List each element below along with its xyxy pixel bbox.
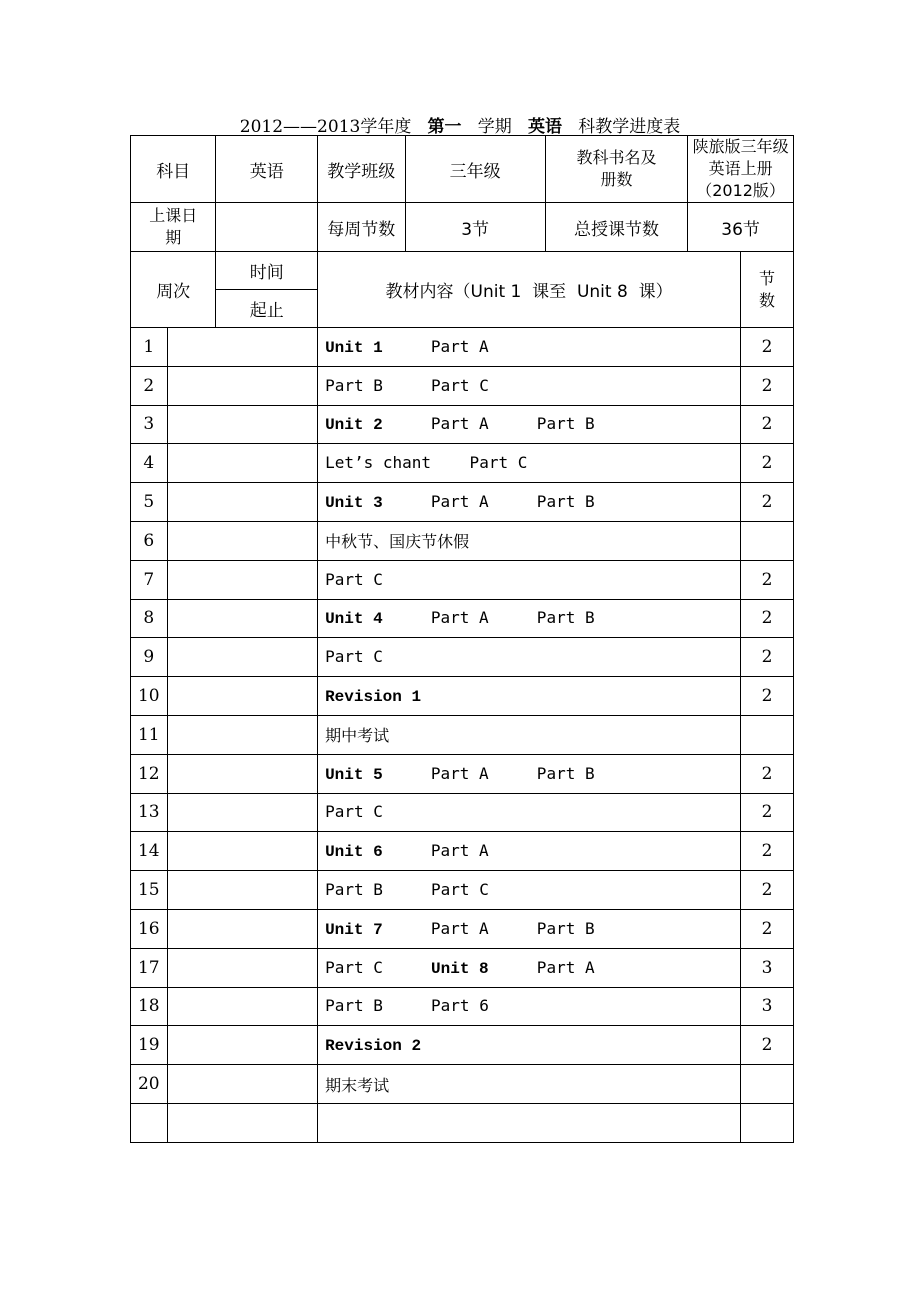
date-label-text: 上课日期: [149, 206, 198, 247]
lesson-count: 2: [741, 832, 794, 871]
table-row: [131, 1026, 794, 1065]
book-value: [688, 136, 794, 203]
week-number: 9: [131, 638, 168, 677]
lesson-count: 2: [741, 871, 794, 910]
lesson-parts: Part A Part B: [430, 492, 595, 512]
time-range: [167, 987, 317, 1026]
header-row-1: [131, 136, 794, 203]
lesson-content: [318, 909, 741, 948]
table-row: [131, 715, 794, 754]
table-row: [131, 483, 794, 522]
time-range: [167, 832, 317, 871]
table-row: [131, 444, 794, 483]
lesson-count: 2: [741, 444, 794, 483]
time-label: 时间: [216, 252, 318, 290]
date-value: [216, 203, 318, 252]
time-range: [167, 909, 317, 948]
table-row: [131, 1103, 794, 1142]
page-title: [0, 112, 920, 137]
time-range: [167, 328, 317, 367]
lesson-count: 3: [741, 948, 794, 987]
lesson-count: [741, 1103, 794, 1142]
lesson-count: 2: [741, 328, 794, 367]
lesson-content: [318, 1026, 741, 1065]
time-range: [167, 948, 317, 987]
week-number: 1: [131, 328, 168, 367]
week-number: 2: [131, 366, 168, 405]
time-range: [167, 638, 317, 677]
lesson-parts: Part C: [325, 802, 383, 822]
lesson-content: [318, 871, 741, 910]
lesson-count: 2: [741, 366, 794, 405]
time-range: [167, 1103, 317, 1142]
lesson-parts: Part A: [430, 841, 489, 861]
time-range: [167, 560, 317, 599]
lessons-label-text: 节数: [759, 268, 776, 310]
table-row: [131, 832, 794, 871]
lesson-parts-2: Part A: [488, 957, 595, 977]
unit-title: Unit 6: [325, 843, 383, 862]
range-label: 起止: [216, 290, 318, 328]
lesson-parts: Part C: [325, 647, 383, 667]
lesson-content: [318, 1103, 741, 1142]
time-range: [167, 871, 317, 910]
title-term-suffix: 学期: [477, 117, 512, 137]
lesson-content: [318, 328, 741, 367]
lesson-content: [318, 521, 741, 560]
unit-title: Unit 1: [325, 338, 383, 357]
title-year-range: 2012——2013: [239, 117, 361, 137]
week-number: 17: [131, 948, 168, 987]
time-range: [167, 405, 317, 444]
class-value: 三年级: [405, 136, 545, 203]
time-range: [167, 1026, 317, 1065]
unit-title-2: Unit 8: [431, 959, 489, 978]
lesson-count: 2: [741, 793, 794, 832]
time-range: [167, 715, 317, 754]
time-range: [167, 677, 317, 716]
lesson-content: [318, 948, 741, 987]
lesson-parts: 中秋节、国庆节休假: [325, 532, 470, 552]
week-number: 15: [131, 871, 168, 910]
content-label: 教材内容（Unit 1 课至 Unit 8 课）: [318, 252, 741, 328]
time-range: [167, 444, 317, 483]
total-value: 36节: [688, 203, 794, 252]
time-range: [167, 1065, 317, 1104]
lesson-count: 2: [741, 405, 794, 444]
time-range: [167, 754, 317, 793]
table-row: [131, 405, 794, 444]
week-number: 4: [131, 444, 168, 483]
week-number: 11: [131, 715, 168, 754]
lesson-content: [318, 444, 741, 483]
lesson-parts: 期末考试: [325, 1075, 390, 1095]
week-number: [131, 1103, 168, 1142]
lesson-parts: Part A Part B: [430, 918, 595, 938]
title-term: 第一: [427, 117, 462, 137]
lesson-parts: Part B Part C: [325, 880, 489, 900]
time-range: [167, 521, 317, 560]
lesson-count: [741, 521, 794, 560]
table-row: [131, 638, 794, 677]
title-subject: 英语: [527, 117, 562, 137]
subject-label: 科目: [131, 136, 216, 203]
table-row: [131, 328, 794, 367]
lessons-label: [741, 252, 794, 328]
lesson-parts: Part A Part B: [430, 608, 595, 628]
week-number: 14: [131, 832, 168, 871]
header-row-3: [131, 252, 794, 290]
lesson-parts: Part A Part B: [430, 414, 595, 434]
week-number: 12: [131, 754, 168, 793]
lesson-content: [318, 638, 741, 677]
weekly-label: 每周节数: [318, 203, 405, 252]
time-range: [167, 366, 317, 405]
table-row: [131, 871, 794, 910]
lesson-count: 3: [741, 987, 794, 1026]
title-subject-suffix: 科教学进度表: [578, 117, 681, 137]
unit-title: Unit 7: [325, 920, 383, 939]
lesson-count: 2: [741, 599, 794, 638]
table-row: [131, 560, 794, 599]
lesson-count: 2: [741, 677, 794, 716]
book-label-text: 教科书名及册数: [576, 148, 657, 189]
table-row: [131, 1065, 794, 1104]
unit-title: Revision 1: [325, 688, 422, 707]
table-row: [131, 754, 794, 793]
table-row: [131, 366, 794, 405]
lesson-content: [318, 793, 741, 832]
unit-title: Unit 4: [325, 610, 383, 629]
lesson-count: 2: [741, 1026, 794, 1065]
table-row: [131, 909, 794, 948]
schedule-rows: [131, 328, 794, 1143]
unit-title: Unit 3: [325, 494, 383, 513]
table-row: [131, 793, 794, 832]
unit-title: Unit 5: [325, 765, 383, 784]
schedule-table: [130, 135, 794, 1143]
lesson-content: [318, 560, 741, 599]
week-number: 16: [131, 909, 168, 948]
week-number: 6: [131, 521, 168, 560]
table-row: [131, 677, 794, 716]
week-number: 3: [131, 405, 168, 444]
lesson-parts: Let’s chant Part C: [325, 453, 528, 473]
lesson-content: [318, 832, 741, 871]
lesson-content: [318, 677, 741, 716]
subject-value: 英语: [216, 136, 318, 203]
lesson-content: [318, 405, 741, 444]
week-label: 周次: [131, 252, 216, 328]
lesson-count: [741, 715, 794, 754]
lesson-content: [318, 1065, 741, 1104]
lesson-count: 2: [741, 754, 794, 793]
total-label: 总授课节数: [545, 203, 687, 252]
book-label: [545, 136, 687, 203]
table-row: [131, 948, 794, 987]
week-number: 5: [131, 483, 168, 522]
unit-title: Revision 2: [325, 1037, 422, 1056]
lesson-count: 2: [741, 483, 794, 522]
class-label: 教学班级: [318, 136, 405, 203]
week-number: 20: [131, 1065, 168, 1104]
lesson-count: 2: [741, 638, 794, 677]
time-range: [167, 483, 317, 522]
date-label: [131, 203, 216, 252]
lesson-parts: Part C: [325, 569, 383, 589]
time-range: [167, 793, 317, 832]
lesson-content: [318, 483, 741, 522]
lesson-content: [318, 599, 741, 638]
unit-title: Unit 2: [325, 416, 383, 435]
lesson-content: [318, 366, 741, 405]
lesson-count: [741, 1065, 794, 1104]
lesson-parts: 期中考试: [325, 726, 390, 746]
lesson-parts: Part A: [430, 336, 489, 356]
table-row: [131, 521, 794, 560]
lesson-count: 2: [741, 560, 794, 599]
week-number: 18: [131, 987, 168, 1026]
title-year-suffix: 学年度: [360, 117, 412, 137]
lesson-count: 2: [741, 909, 794, 948]
lesson-parts: Part C: [325, 957, 432, 977]
book-value-text: 陕旅版三年级英语上册（2012版）: [692, 137, 789, 200]
table-row: [131, 599, 794, 638]
time-range: [167, 599, 317, 638]
week-number: 10: [131, 677, 168, 716]
week-number: 19: [131, 1026, 168, 1065]
table-row: [131, 987, 794, 1026]
weekly-value: 3节: [405, 203, 545, 252]
lesson-content: [318, 715, 741, 754]
week-number: 7: [131, 560, 168, 599]
header-row-2: [131, 203, 794, 252]
lesson-parts: Part A Part B: [430, 763, 595, 783]
lesson-parts: Part B Part C: [325, 375, 489, 395]
lesson-content: [318, 987, 741, 1026]
week-number: 13: [131, 793, 168, 832]
week-number: 8: [131, 599, 168, 638]
lesson-parts: Part B Part 6: [325, 996, 489, 1016]
lesson-content: [318, 754, 741, 793]
